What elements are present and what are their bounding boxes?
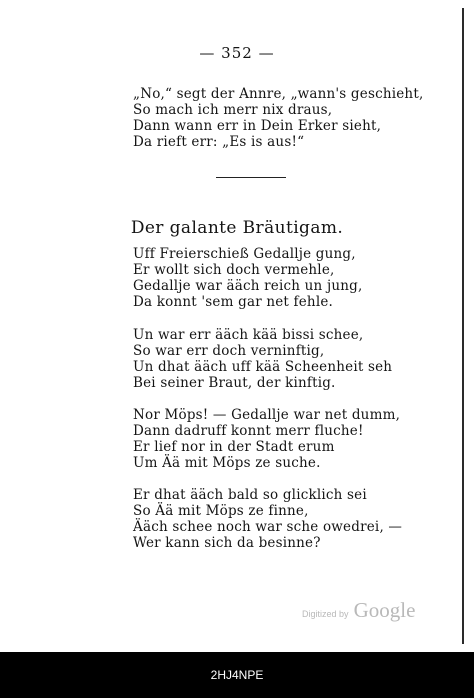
verse-line: So mach ich merr nix draus, xyxy=(133,102,333,118)
verse-line: „No,“ segt der Annre, „wann's geschieht, xyxy=(133,86,424,102)
page-number: — 352 — xyxy=(199,44,275,62)
google-logo: Google xyxy=(353,598,416,622)
verse-line: Da rieft err: „Es is aus!“ xyxy=(133,134,305,150)
stanza-3 xyxy=(133,407,400,471)
verse-line: Da konnt 'sem gar net fehle. xyxy=(133,294,334,310)
verse-line: Gedallje war ääch reich un jung, xyxy=(133,278,363,294)
verse-line: Er lief nor in der Stadt erum xyxy=(133,439,335,455)
verse-line: Ääch schee noch war sche owedrei, — xyxy=(133,519,403,535)
verse-line: Er dhat ääch bald so glicklich sei xyxy=(133,487,367,503)
stanza-4 xyxy=(133,487,402,551)
verse-line: Dann dadruff konnt merr fluche! xyxy=(133,423,364,439)
verse-line: Um Ää mit Möps ze suche. xyxy=(133,455,321,471)
verse-line: Nor Möps! — Gedallje war net dumm, xyxy=(133,407,401,423)
verse-line: Wer kann sich da besinne? xyxy=(133,535,321,551)
section-divider xyxy=(216,177,286,178)
page-edge-line xyxy=(462,8,464,644)
poem-title: Der galante Bräutigam. xyxy=(130,218,344,238)
previous-poem-ending xyxy=(133,86,423,150)
watermark-prefix: Digitized by xyxy=(302,609,349,619)
digitized-by-google-watermark xyxy=(302,598,415,623)
verse-line: Un dhat ääch uff kää Scheenheit seh xyxy=(133,359,393,375)
verse-line: Un war err ääch kää bissi schee, xyxy=(133,327,364,343)
stanza-1 xyxy=(133,246,362,310)
verse-line: Er wollt sich doch vermehle, xyxy=(133,262,335,278)
page-number-value: 352 xyxy=(221,44,253,62)
verse-line: So Ää mit Möps ze finne, xyxy=(133,503,309,519)
verse-line: Dann wann err in Dein Erker sieht, xyxy=(133,118,382,134)
verse-line: Uff Freierschieß Gedallje gung, xyxy=(133,246,356,262)
verse-line: Bei seiner Braut, der kinftig. xyxy=(133,375,336,391)
image-id-label: 2HJ4NPE xyxy=(210,668,264,682)
stanza-2 xyxy=(133,327,392,391)
verse-line: So war err doch verninftig, xyxy=(133,343,325,359)
